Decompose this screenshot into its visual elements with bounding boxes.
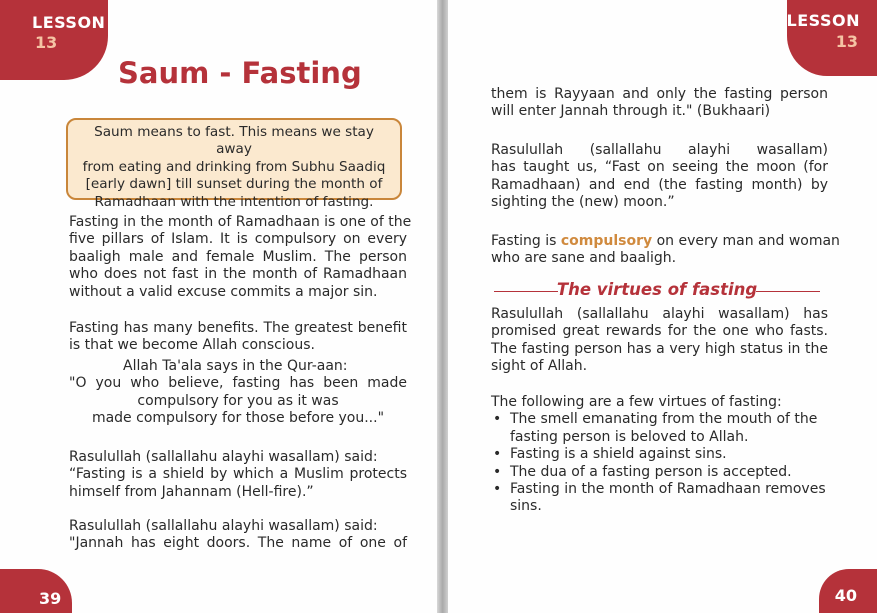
list-item-line: fasting person is beloved to Allah. [510,428,749,445]
paragraph-line: Ramadhaan) and end (the fasting month) by [491,176,828,193]
paragraph-line: is that we become Allah conscious. [69,337,315,354]
hadith-line: “Fasting is a shield by which a Muslim protects [69,466,407,483]
hadith-line: Rasulullah (sallallahu alayhi wasallam) said: [69,449,378,465]
text-run: Fasting is [491,233,561,249]
quote-line: compulsory for you as it was [137,392,339,409]
callout-line: Saum means to fast. This means we stay away [94,124,374,158]
quote-intro: Allah Ta'ala says in the Qur-aan: [123,358,348,374]
paragraph-line: Fasting has many benefits. The greatest benefit [69,320,407,336]
left-page [0,0,437,613]
paragraph-line: Rasulullah (sallallahu alayhi wasallam) has [491,306,828,322]
paragraph-line: five pillars of Islam. It is compulsory on every [69,231,407,248]
paragraph-line: promised great rewards for the one who fasts. [491,323,828,340]
hadith-line: himself from Jahannam (Hell-fire).” [69,483,314,500]
page-number: 39 [39,589,62,608]
paragraph-line: Rasulullah (sallallahu alayhi wasallam) [491,142,828,158]
definition-callout [66,118,402,210]
list-item-line: • The dua of a fasting person is accepted. [510,463,792,480]
list-item [491,481,828,516]
paragraph-line: has taught us, “Fast on seeing the moon (for [491,159,828,176]
list-item-line: • Fasting in the month of Ramadhaan removes [510,481,826,498]
lesson-number: 13 [835,32,858,51]
list-item [491,411,828,446]
callout-line: from eating and drinking from Subhu Saadiq [82,158,386,175]
page-title: Saum - Fasting [118,56,362,90]
paragraph-line: Fasting in the month of Ramadhaan is one of the [69,214,412,230]
list-item-line: • Fasting is a shield against sins. [510,446,727,463]
lesson-label: LESSON [32,13,106,32]
hadith-line: Rasulullah (sallallahu alayhi wasallam) said: [69,518,378,534]
hadith-line: "Jannah has eight doors. The name of one of [69,535,407,552]
list-item [491,464,828,481]
text-run: on every man and woman [652,233,840,249]
benefits-paragraph [69,320,407,355]
paragraph-line: who does not fast in the month of Ramadhaan [69,266,407,283]
compulsory-paragraph [491,233,840,268]
lesson-label: LESSON [786,11,860,30]
paragraph-line [491,233,840,250]
page-number: 40 [834,586,857,605]
quote-line: "O you who believe, fasting has been made [69,375,407,392]
list-item-line: • The smell emanating from the mouth of the [510,411,818,428]
virtues-list [491,411,828,515]
compulsory-highlight: compulsory [560,233,653,249]
book-gutter [437,0,448,613]
jannah-hadith [69,518,407,553]
shield-hadith [69,449,407,501]
callout-line: [early dawn] till sunset during the month of [85,176,383,193]
paragraph-line: without a valid excuse commits a major sin. [69,283,378,300]
paragraph-line: will enter Jannah through it." (Bukhaari) [491,103,771,120]
quote-line: made compulsory for those before you..." [91,410,385,427]
lesson-number: 13 [35,33,58,52]
list-item [491,446,828,463]
paragraph-line: The fasting person has a very high status in the [491,340,828,357]
moon-hadith [491,142,828,212]
virtues-paragraph [491,306,828,376]
paragraph-line: who are sane and baaligh. [491,250,677,267]
hadith-continuation [491,86,828,121]
paragraph-line: sight of Allah. [491,358,588,375]
section-heading: The virtues of fasting [556,280,758,299]
callout-line: Ramadhaan with the intention of fasting. [94,193,374,210]
paragraph-line: them is Rayyaan and only the fasting person [491,86,828,102]
virtues-heading [494,280,820,302]
paragraph-line: baaligh male and female Muslim. The person [69,248,407,265]
list-item-line: sins. [510,498,542,515]
quran-quote [69,358,407,428]
paragraph-line: sighting the (new) moon.” [491,194,675,211]
list-intro: The following are a few virtues of fasting: [491,394,782,410]
pillar-paragraph [69,214,412,301]
virtues-list-block [491,394,828,516]
